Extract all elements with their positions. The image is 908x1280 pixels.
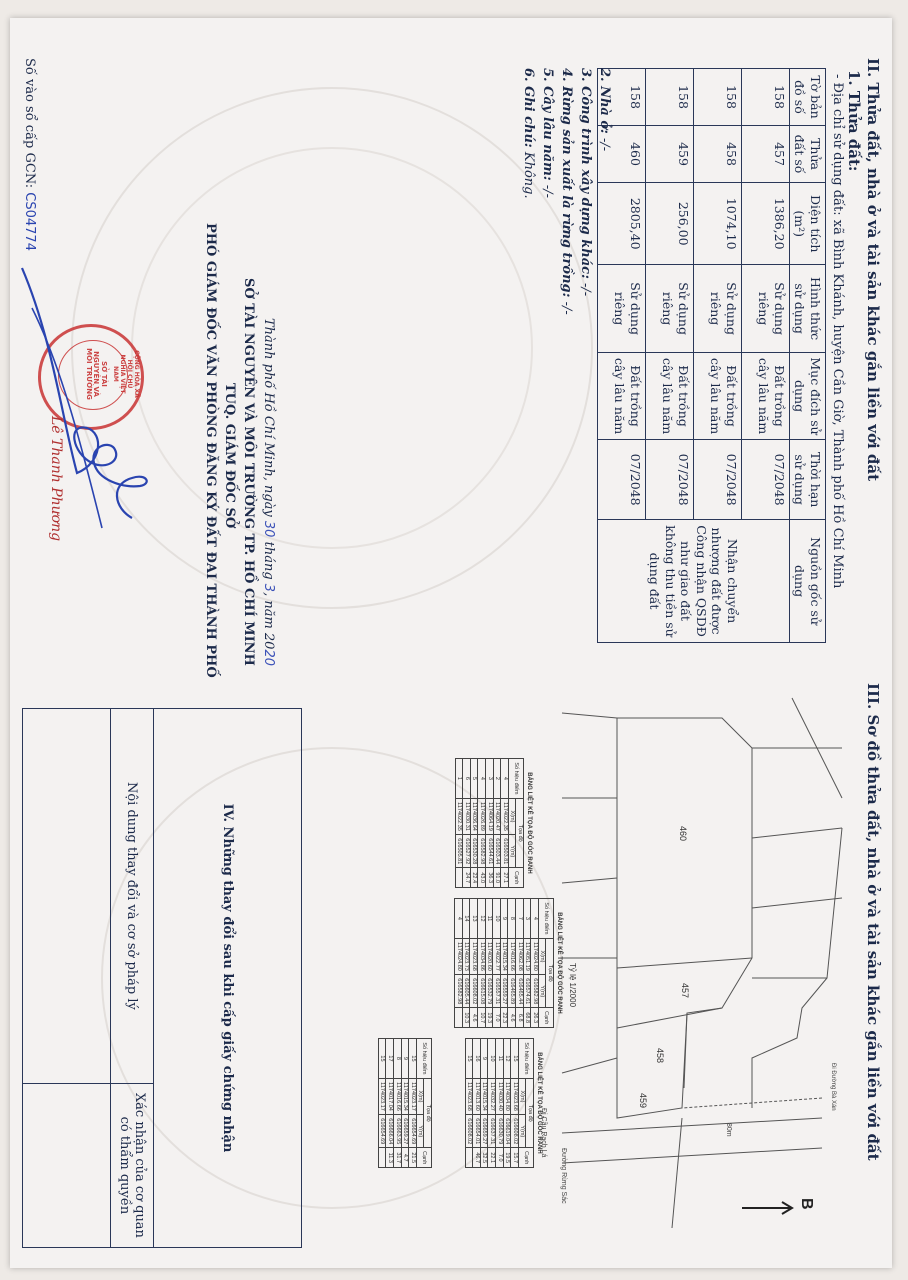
coord-cell: 14 — [462, 899, 470, 939]
coord-cell: 616465.89 — [508, 975, 516, 1008]
cell-map-sheet: 158 — [597, 69, 645, 126]
coord-cell: 616582.98 — [478, 835, 486, 868]
coord-cell: 616666.04 — [386, 1115, 394, 1148]
cell-purpose: Đất trồng cây lâu năm — [741, 352, 789, 439]
cell-area: 1386,20 — [741, 183, 789, 265]
coord-cell: 1174023.73 — [462, 938, 470, 974]
coord-cell: 12 — [503, 1039, 511, 1079]
coord-cell: 1174015.34 — [401, 1078, 409, 1114]
coord-cell: 616663.95 — [394, 1115, 402, 1148]
item-other-works: 3. Công trình xây dựng khác: -/- — [578, 68, 593, 297]
coord-row — [478, 759, 486, 888]
col-header-purpose: Mục đích sử dụng — [789, 352, 825, 439]
coord-row — [486, 759, 494, 888]
parcel-label: 460 — [678, 826, 688, 842]
coord-cell: 616659.27 — [401, 1115, 409, 1148]
section2-sub1: 1. Thửa đất: — [845, 70, 863, 172]
coord-row — [470, 759, 478, 888]
coord-cell: 1174016.66 — [508, 938, 516, 974]
coord-row — [488, 1039, 496, 1168]
item-forest: 4. Rừng sản xuất là rừng trồng: -/- — [559, 68, 574, 315]
coord-row — [465, 1039, 473, 1168]
parcel-label: 457 — [680, 983, 690, 999]
cell-purpose: Đất trồng cây lâu năm — [645, 352, 693, 439]
coord-cell: 616619.04 — [503, 1115, 511, 1148]
north-arrow-label: B — [798, 1198, 815, 1210]
north-arrow-icon — [742, 1202, 792, 1214]
coord-cell: 1174020.47 — [493, 798, 501, 834]
coord-cell: 26.3 — [531, 1008, 539, 1028]
scale-label: Tỷ lệ 1/2000 — [568, 963, 577, 1008]
coord-cell: 32.5 — [480, 1148, 488, 1168]
coord-cell: 17 — [386, 1039, 394, 1079]
cell-map-sheet: 158 — [741, 69, 789, 126]
table-row — [741, 69, 789, 643]
cell-map-sheet: 158 — [693, 69, 741, 126]
coord-row — [394, 1039, 402, 1168]
coord-cell: 1174064.19 — [486, 798, 494, 834]
col-header-area: Diện tích (m²) — [789, 183, 825, 265]
coord-cell: 616544.61 — [486, 835, 494, 868]
certificate-page — [10, 18, 892, 1268]
coord-cell — [455, 1008, 463, 1028]
signer-title: PHÓ GIÁM ĐỐC VĂN PHÒNG ĐĂNG KÝ ĐẤT ĐAI THÀNH PHỐ — [203, 223, 218, 678]
coord-cell: 2 — [493, 759, 501, 799]
coord-cell: 1174023.17 — [409, 1078, 417, 1114]
coord-cell: 11.3 — [386, 1148, 394, 1168]
cell-area: 256,00 — [645, 183, 693, 265]
coord-cell: 10.3 — [462, 1008, 470, 1028]
coord-cell: 5 — [470, 759, 478, 799]
coord-cell: 1174030.40 — [496, 1078, 504, 1114]
cell-origin: Nhận chuyển nhượng đất được Công nhận QSDĐ như giao đất không thu tiền sử dụng đất — [597, 520, 789, 643]
road-label: Đi Cầu Rạch Lá — [540, 1108, 547, 1158]
coord-cell: 1174023.68 — [511, 1078, 519, 1114]
coord-cell: 43.0 — [478, 868, 486, 888]
parcel-label: 458 — [655, 1048, 665, 1064]
col-header-map-sheet: Tờ bản đồ số — [789, 69, 825, 126]
coord-cell: 11 — [496, 1039, 504, 1079]
coord-cell: 616527.92 — [463, 835, 471, 868]
rotated-sheet — [10, 18, 892, 1268]
authorization: TUQ. GIÁM ĐỐC SỞ — [222, 383, 237, 529]
coord-cell: 1174015.34 — [480, 1078, 488, 1114]
signer-name: Lê Thanh Phương — [48, 416, 64, 542]
cell-term: 07/2048 — [645, 440, 693, 520]
coord-table-4: Số hiệu điểm Tọa độ Cạnh X(m) Y(m) 15 1174023.17 616654.69 21.5 9 1174015.34 616659.27 4.7 8 1174016.66 616663.95 31.7 17 1174017.04 616666.04 11.3 15 1174023.17 616654.69 — [378, 1038, 432, 1168]
coord-row — [511, 1039, 519, 1168]
coord-cell: 616530.28 — [470, 835, 478, 868]
register-number: Số vào sổ cấp GCN: CS04774 — [22, 58, 37, 251]
coord-cell: 22.3 — [500, 1008, 508, 1028]
col-header-term: Thời hạn sử dụng — [789, 440, 825, 520]
cell-purpose: Đất trồng cây lâu năm — [597, 352, 645, 439]
coord-cell: 4 — [501, 759, 509, 799]
coord-cell: 1174036.64 — [470, 798, 478, 834]
coord-cell: 1174022.35 — [501, 798, 509, 834]
coord-cell: 1174022.35 — [455, 798, 463, 834]
coord-row — [496, 1039, 504, 1168]
coord-cell: 616503.81 — [501, 835, 509, 868]
coord-row — [409, 1039, 417, 1168]
coord-row — [531, 899, 539, 1028]
coord-cell: 1174024.80 — [531, 938, 539, 974]
coord-row — [378, 1039, 386, 1168]
coord-cell: 1174015.34 — [500, 938, 508, 974]
cell-term: 07/2048 — [693, 440, 741, 520]
coord-cell: 19.5 — [503, 1148, 511, 1168]
coord-cell: 1174022.77 — [493, 938, 501, 974]
coord-row — [493, 899, 501, 1028]
coord-row — [473, 1039, 481, 1168]
cell-term: 07/2048 — [741, 440, 789, 520]
coord-cell: 616582.98 — [531, 975, 539, 1008]
coord-cell: 10.7 — [478, 1008, 486, 1028]
coord-cell: 1174034.86 — [478, 938, 486, 974]
coord-block: BẢNG LIỆT KÊ TỌA ĐỘ GÓC RANH Số hiệu điểm Tọa độ Cạnh X(m) Y(m) 15 1174023.68 616608.02 15.7 12 1174034.80 616619.04 19.5 11 1174030.40 616630.79 7.0 10 1174032.27 616637.31 22.1 9 1174015.34 616659.27 32.5 16 1174013.60 616654.01 46.7 15 1174023.68 616608.02 — [465, 1038, 542, 1168]
coord-cell: 1174032.27 — [488, 1078, 496, 1114]
coord-cell: 8 — [394, 1039, 402, 1079]
coord-block — [455, 758, 532, 888]
coord-cell: 31.7 — [394, 1148, 402, 1168]
coord-table-3: Số hiệu điểm Tọa độ Cạnh X(m) Y(m) 15 1174023.68 616608.02 15.7 12 1174034.80 616619.04 19.5 11 1174030.40 616630.79 7.0 10 1174032.27 616637.31 22.1 9 1174015.34 616659.27 32.5 16 1174013.60 616654.01 46.7 15 1174023.68 616608.02 — [465, 1038, 534, 1168]
coord-cell: 1 — [455, 759, 463, 799]
coord-row — [401, 1039, 409, 1168]
coord-cell: 4.6 — [470, 1008, 478, 1028]
coord-row — [516, 899, 524, 1028]
coord-row — [485, 899, 493, 1028]
address-line — [830, 74, 845, 588]
coord-row — [455, 759, 463, 888]
handwritten-signature — [12, 248, 202, 548]
changes-col-content: Nội dung thay đổi và cơ sở pháp lý — [110, 709, 153, 1084]
coord-cell: 15 — [409, 1039, 417, 1079]
coord-cell: 15 — [378, 1039, 386, 1079]
coord-cell: 4 — [531, 899, 539, 939]
coord-cell: 1174023.17 — [378, 1078, 386, 1114]
coord-cell: 91.0 — [493, 868, 501, 888]
coord-cell: 9 — [480, 1039, 488, 1079]
coord-cell: 616582.98 — [455, 975, 463, 1008]
coord-cell: 15 — [511, 1039, 519, 1079]
coord-cell: 6.8 — [516, 1008, 524, 1028]
table-header-row — [789, 69, 825, 643]
road-width: 80m — [725, 1123, 732, 1137]
coord-row — [462, 899, 470, 1028]
coord-row — [463, 759, 471, 888]
coord-cell: 616605.44 — [462, 975, 470, 1008]
item-perennial: 5. Cây lâu năm: -/- — [540, 68, 555, 199]
parcel-line — [617, 958, 752, 968]
coord-row — [386, 1039, 394, 1168]
coord-cell: 16 — [473, 1039, 481, 1079]
coord-cell — [465, 1148, 473, 1168]
coord-cell: 616659.27 — [480, 1115, 488, 1148]
changes-cell-empty — [23, 1083, 111, 1247]
coord-cell: 7 — [516, 899, 524, 939]
coord-row — [503, 1039, 511, 1168]
coord-cell: 616608.02 — [511, 1115, 519, 1148]
coord-cell: 616532.79 — [485, 975, 493, 1008]
cell-term: 07/2048 — [597, 440, 645, 520]
coord-cell: 1174023.68 — [470, 938, 478, 974]
coord-cell: 21.5 — [409, 1148, 417, 1168]
coord-cell: 1174026.89 — [478, 798, 486, 834]
cell-form: Sử dụng riêng — [693, 265, 741, 352]
col-header-parcel: Thửa đất số — [789, 126, 825, 183]
cell-map-sheet: 158 — [645, 69, 693, 126]
coord-cell: 4 — [478, 759, 486, 799]
col-header-origin: Nguồn gốc sử dụng — [789, 520, 825, 643]
signing-date: Thành phố Hồ Chí Minh, ngày 30 tháng 3, năm 2020 — [261, 318, 276, 666]
coord-row — [500, 899, 508, 1028]
coord-cell: 1174024.80 — [455, 938, 463, 974]
coord-row — [478, 899, 486, 1028]
coord-cell — [378, 1148, 386, 1168]
coord-cell: 616630.79 — [496, 1115, 504, 1148]
cell-parcel: 459 — [645, 126, 693, 183]
coord-cell: 19.3 — [485, 1008, 493, 1028]
cell-parcel: 458 — [693, 126, 741, 183]
cell-area: 2805,40 — [597, 183, 645, 265]
coord-cell: 616654.01 — [473, 1115, 481, 1148]
coord-cell: 616608.02 — [470, 975, 478, 1008]
stamp-outer-text: CỘNG HÒA XÃ HỘI CHỦ NGHĨA VIỆT NAM — [112, 350, 140, 398]
coord-cell: 22.1 — [488, 1148, 496, 1168]
section3-heading: III. Sơ đồ thửa đất, nhà ở và tài sản khác gắn liền với đất — [864, 683, 882, 1161]
coord-cell: 9 — [500, 899, 508, 939]
coord-cell: 4.7 — [401, 1148, 409, 1168]
coord-cell: 616505.81 — [455, 835, 463, 868]
coord-row — [493, 759, 501, 888]
coord-cell: 7.0 — [493, 1008, 501, 1028]
parcel-outline — [617, 718, 752, 1118]
parcel-label: 459 — [638, 1093, 648, 1109]
coord-row — [455, 899, 463, 1028]
coord-cell: 3 — [523, 899, 531, 939]
coord-table-2: Số hiệu điểm Tọa độ Cạnh X(m) Y(m) 4 1174024.80 616582.98 26.3 3 1174051.19 616574.61 68.8 7 1174062.08 616465.44 6.8 8 1174016.66 616465.89 4.6 9 1174015.34 616559.27 22.3 10 1174022.77 616557.31 7.0 11 1174020.60 616532.79 19.3 12 1174034.86 616615.08 10.7 13 1174023.68 616608.02 4.6 14 1174023.73 616605.44 10.3 4 1174024.80 616582.98 — [454, 898, 554, 1028]
land-parcel-table — [597, 68, 826, 643]
coord-row — [501, 759, 509, 888]
coord-cell: 1174051.19 — [523, 938, 531, 974]
coord-cell: 1174062.08 — [516, 938, 524, 974]
coord-cell: 46.7 — [473, 1148, 481, 1168]
coord-cell: 1174013.60 — [473, 1078, 481, 1114]
parcel-diagram — [540, 678, 862, 1238]
coord-cell — [455, 868, 463, 888]
road-label: Đường Rừng Sác — [560, 1148, 567, 1204]
coord-cell: 616559.27 — [500, 975, 508, 1008]
cell-form: Sử dụng riêng — [597, 265, 645, 352]
address-value: xã Bình Khánh, huyện Cần Giờ, Thành phố Hồ Chí Minh — [830, 219, 845, 589]
coord-cell: 4.6 — [508, 1008, 516, 1028]
coord-title: BẢNG LIỆT KÊ TỌA ĐỘ GÓC RANH — [526, 772, 532, 874]
coord-cell: 22.4 — [470, 868, 478, 888]
coord-cell: 1174020.60 — [485, 938, 493, 974]
changes-col-confirm: Xác nhận của cơ quan có thẩm quyền — [110, 1083, 153, 1247]
coord-cell: 1174034.80 — [503, 1078, 511, 1114]
coord-cell: 11 — [485, 899, 493, 939]
coord-cell: 68.8 — [523, 1008, 531, 1028]
cell-parcel: 460 — [597, 126, 645, 183]
section2-heading: II. Thửa đất, nhà ở và tài sản khác gắn liền với đất — [864, 58, 882, 482]
cell-parcel: 457 — [741, 126, 789, 183]
coord-cell: 15 — [465, 1039, 473, 1079]
coord-cell: 616654.69 — [409, 1115, 417, 1148]
coord-cell: 616465.44 — [516, 975, 524, 1008]
coord-block — [378, 1038, 432, 1168]
item-house: 2. Nhà ở: -/- — [597, 68, 612, 152]
coord-cell: 27.1 — [501, 868, 509, 888]
cell-area: 1074,10 — [693, 183, 741, 265]
coord-cell: 616608.02 — [465, 1115, 473, 1148]
coord-cell: 7.0 — [496, 1148, 504, 1168]
section4-heading: IV. Những thay đổi sau khi cấp giấy chứng nhận — [153, 709, 301, 1248]
coord-cell: 10 — [493, 899, 501, 939]
coord-cell: 12 — [478, 899, 486, 939]
coord-row — [480, 1039, 488, 1168]
stamp-inner-text: SỞ TÀI NGUYÊN VÀ MÔI TRƯỜNG — [84, 348, 108, 400]
item-note: 6. Ghi chú: Không. — [521, 68, 536, 199]
coord-cell: 616637.31 — [488, 1115, 496, 1148]
coord-cell: 1174016.66 — [394, 1078, 402, 1114]
coord-cell: 1174023.68 — [465, 1078, 473, 1114]
coord-cell: 13 — [470, 899, 478, 939]
address-label: - Địa chỉ sử dụng đất: — [830, 74, 845, 216]
coord-row — [523, 899, 531, 1028]
coord-cell: 8 — [508, 899, 516, 939]
changes-table — [22, 708, 302, 1248]
cell-form: Sử dụng riêng — [741, 265, 789, 352]
coord-cell: 616557.31 — [493, 975, 501, 1008]
coord-cell: 616654.69 — [378, 1115, 386, 1148]
coord-cell: 616574.61 — [523, 975, 531, 1008]
issuing-org: SỞ TÀI NGUYÊN VÀ MÔI TRƯỜNG TP. HỒ CHÍ MINH — [241, 278, 256, 666]
coord-table-1: Số hiệu điểm Tọa độ Cạnh X(m) Y(m) 4 1174022.35 616503.81 27.1 2 1174020.47 616503.44 91.0 3 1174064.19 616544.61 36.3 4 1174026.89 616582.98 43.0 5 1174036.64 616530.28 22.4 6 1174030.31 616527.92 24.7 1 1174022.35 616505.81 — [455, 758, 524, 888]
coord-cell: 9 — [401, 1039, 409, 1079]
coord-cell: 4 — [455, 899, 463, 939]
cell-purpose: Đất trồng cây lâu năm — [693, 352, 741, 439]
coord-row — [470, 899, 478, 1028]
coord-cell: 1174017.04 — [386, 1078, 394, 1114]
coord-cell: 1174030.31 — [463, 798, 471, 834]
coord-block: BẢNG LIỆT KÊ TỌA ĐỘ GÓC RANH Số hiệu điểm Tọa độ Cạnh X(m) Y(m) 4 1174024.80 616582.98 26.3 3 1174051.19 616574.61 68.8 7 1174062.08 616465.44 6.8 8 1174016.66 616465.89 4.6 9 1174015.34 616559.27 22.3 10 1174022.77 616557.31 7.0 11 1174020.60 616532.79 19.3 12 1174034.86 616615.08 10.7 13 1174023.68 616608.02 4.6 14 1174023.73 616605.44 10.3 4 1174024.80 616582.98 — [454, 898, 562, 1028]
coord-cell: 616615.08 — [478, 975, 486, 1008]
coord-cell: 24.7 — [463, 868, 471, 888]
coord-cell: 36.3 — [486, 868, 494, 888]
col-header-form: Hình thức sử dụng — [789, 265, 825, 352]
coord-row — [508, 899, 516, 1028]
coord-cell: 3 — [486, 759, 494, 799]
changes-cell-empty — [23, 709, 111, 1084]
coord-cell: 6 — [463, 759, 471, 799]
items-list — [519, 68, 614, 315]
coord-cell: 616503.44 — [493, 835, 501, 868]
cell-form: Sử dụng riêng — [645, 265, 693, 352]
road-label: Đi Đường Bà Xán — [830, 1063, 836, 1111]
coord-cell: 15.7 — [511, 1148, 519, 1168]
coord-cell: 10 — [488, 1039, 496, 1079]
